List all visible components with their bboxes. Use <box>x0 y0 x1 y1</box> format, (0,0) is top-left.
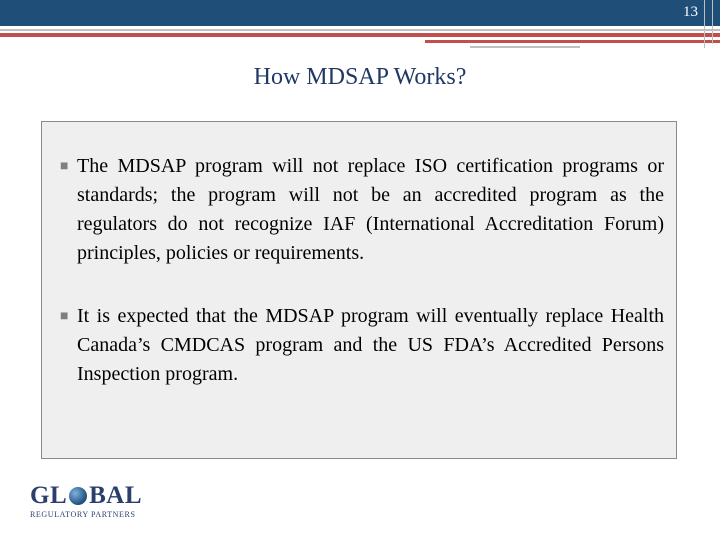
grey-stripe <box>0 29 720 31</box>
slide-title: How MDSAP Works? <box>253 64 467 90</box>
globe-icon <box>69 487 87 505</box>
decorative-line <box>704 0 705 48</box>
logo-text-part1: GL <box>30 482 68 509</box>
bullet-text: The MDSAP program will not replace ISO certification programs or standards; the program will not be an accredited program as the regulators do not recognize IAF (International Accreditation Forum) principles, policies or requirements. <box>77 155 664 264</box>
bullet-square-icon: ■ <box>60 309 69 324</box>
bullet-item <box>60 302 664 389</box>
bullet-item <box>60 152 664 268</box>
bullet-square-icon: ■ <box>60 159 69 174</box>
accent-stripe <box>0 33 720 37</box>
header-bar <box>0 0 720 26</box>
bullet-text: It is expected that the MDSAP program will eventually replace Health Canada’s CMDCAS program and the US FDA’s Accredited Persons Inspection program. <box>77 305 664 385</box>
logo-tagline: REGULATORY PARTNERS <box>30 510 136 519</box>
content-box <box>41 121 677 459</box>
page-number: 13 <box>683 4 698 20</box>
logo-text-part2: BAL <box>89 482 143 509</box>
decorative-line <box>712 0 713 44</box>
company-logo <box>30 483 142 519</box>
accent-stripe-short <box>425 40 720 43</box>
grey-stripe-short <box>470 46 580 48</box>
